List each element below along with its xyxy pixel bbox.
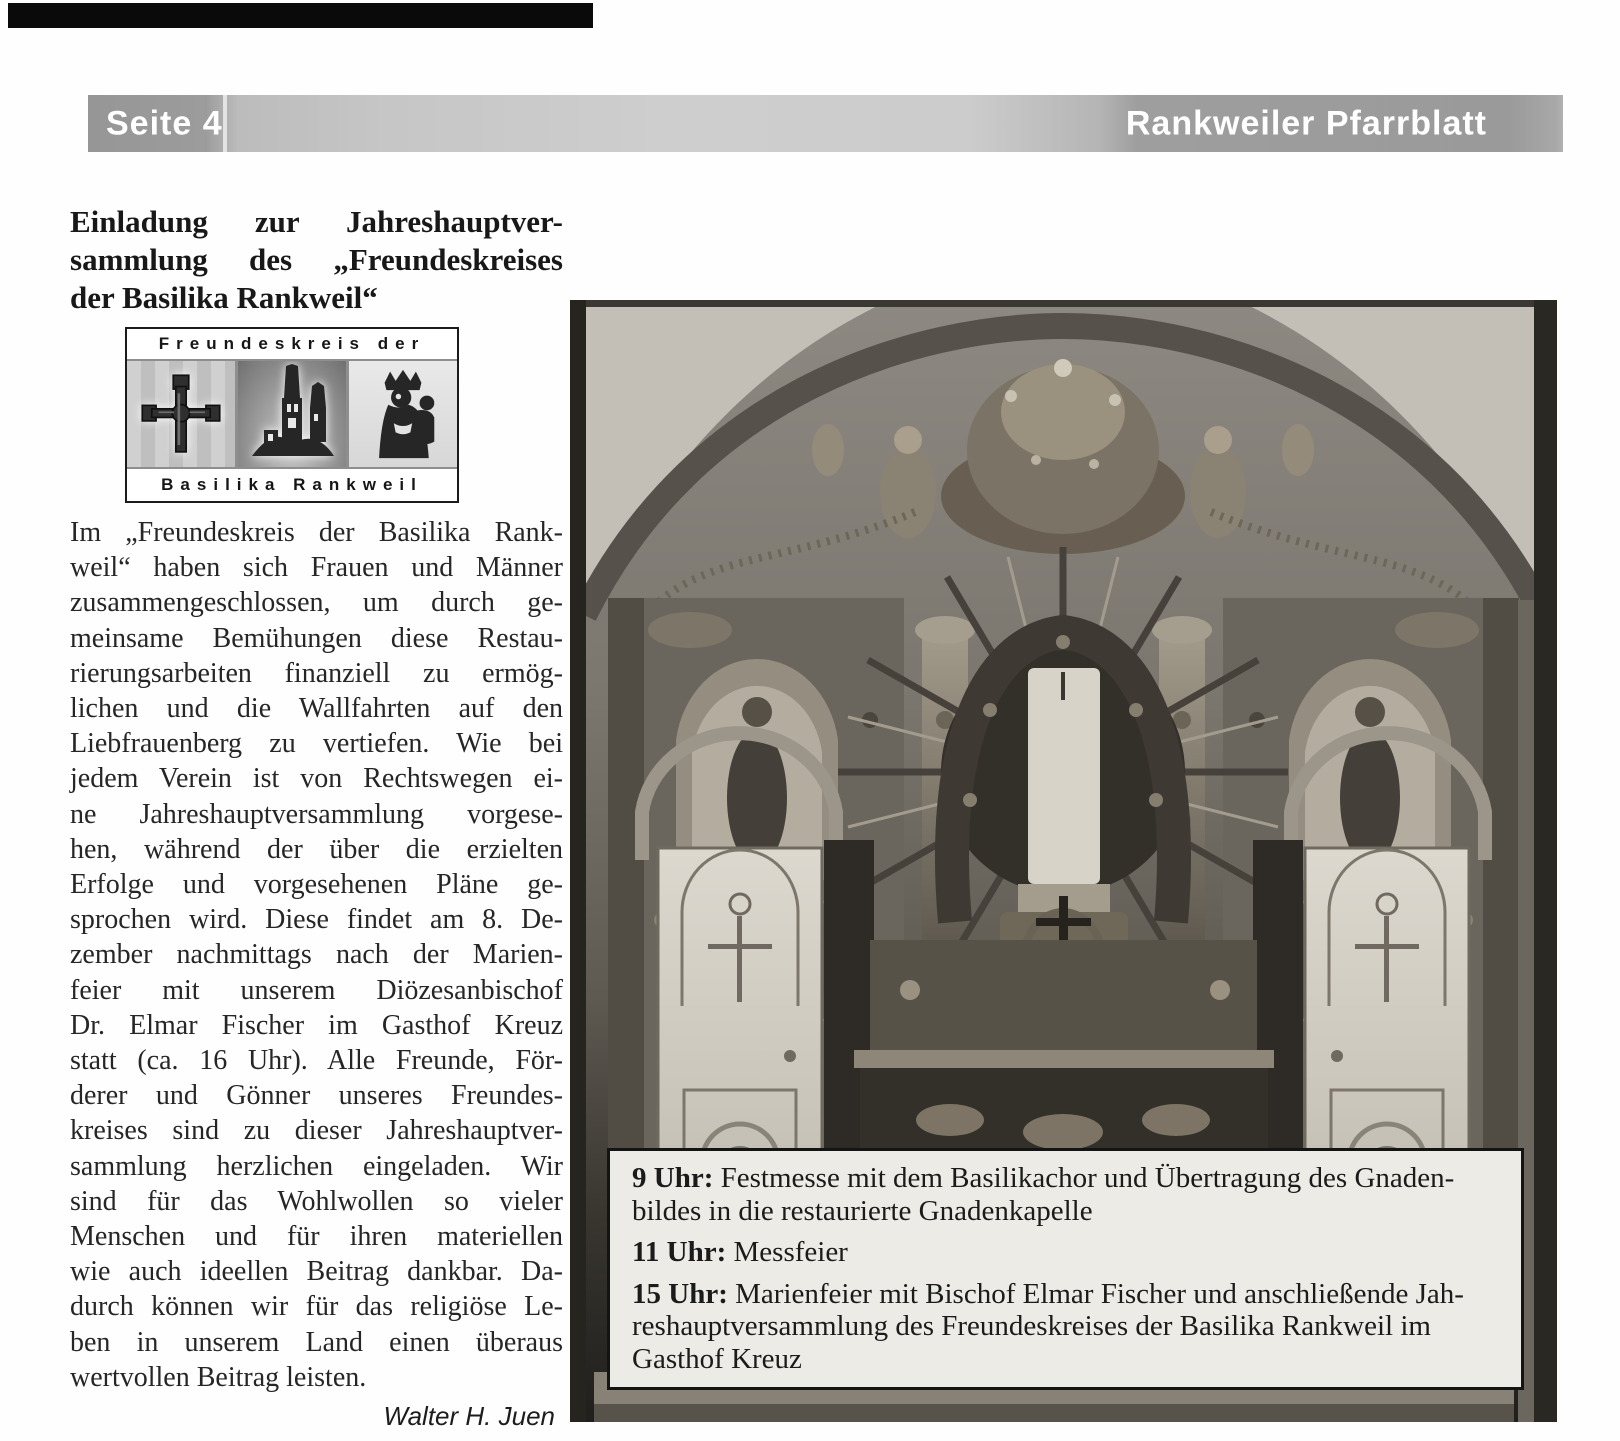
schedule-line: reshauptversammlung des Freundeskreises der Basilika Rankweil im [632, 1310, 1431, 1342]
schedule-box [607, 1148, 1524, 1390]
article-body [70, 515, 563, 1395]
schedule-time: 9 Uhr: [632, 1162, 714, 1194]
heading-line: der Basilika Rankweil“ [70, 280, 378, 315]
schedule-text: Festmesse mit dem Basilikachor und Übertragung des Gnaden- [720, 1162, 1455, 1194]
freundeskreis-logo [125, 327, 459, 503]
body-line: sammlung herzlichen eingeladen. Wir [70, 1150, 563, 1182]
schedule-line [632, 1236, 1499, 1269]
schedule-line: Gasthof Kreuz [632, 1342, 802, 1375]
body-line: Menschen und für ihren materiellen [70, 1221, 563, 1253]
body-line: lichen und die Wallfahrten auf den [70, 693, 563, 725]
newsletter-title: Rankweiler Pfarrblatt [1125, 104, 1487, 142]
schedule-time: 15 Uhr: [632, 1277, 728, 1310]
schedule-line: bildes in die restaurierte Gnadenkapelle [632, 1194, 1093, 1227]
body-line: rierungsarbeiten finanziell zu ermög- [70, 657, 563, 689]
scan-edge-artifact [8, 3, 593, 28]
body-line: derer und Gönner unseres Freundes- [70, 1080, 563, 1112]
body-line: Dr. Elmar Fischer im Gasthof Kreuz [70, 1009, 563, 1041]
body-line: feier mit unserem Diözesanbischof [70, 974, 563, 1006]
madonna-icon [349, 361, 457, 467]
body-line: ne Jahreshauptversammlung vorgese- [70, 798, 563, 830]
schedule-entry [632, 1236, 1499, 1269]
schedule-line [632, 1278, 1499, 1311]
body-line: Im „Freundeskreis der Basilika Rank- [70, 517, 563, 548]
body-line: hen, während der über die erzielten [70, 833, 563, 865]
body-line: ben in unserem Land einen überaus [70, 1326, 563, 1358]
schedule-entry [632, 1278, 1499, 1376]
schedule-time: 11 Uhr: [632, 1236, 727, 1268]
body-line: zusammengeschlossen, um durch ge- [70, 587, 563, 619]
schedule-text: Messfeier [733, 1236, 848, 1268]
page-number-label: Seite 4 [106, 104, 223, 142]
body-line: statt (ca. 16 Uhr). Alle Freunde, För- [70, 1045, 563, 1077]
body-line: durch können wir für das religiöse Le- [70, 1291, 563, 1323]
schedule-text: Marienfeier mit Bischof Elmar Fischer und anschließende Jah- [735, 1277, 1464, 1310]
body-line: sind für das Wohlwollen so vieler [70, 1185, 563, 1217]
body-line: weil“ haben sich Frauen und Männer [70, 552, 563, 584]
cross-icon [127, 361, 235, 467]
schedule-line [632, 1162, 1499, 1195]
article-column [70, 203, 563, 1432]
author-signature: Walter H. Juen [383, 1401, 555, 1432]
body-line: sprochen wird. Diese findet am 8. De- [70, 904, 563, 936]
heading-line: Einladung zur Jahreshauptver- [70, 204, 563, 239]
body-line: kreises sind zu dieser Jahreshauptver- [70, 1115, 563, 1147]
body-line: Liebfrauenberg zu vertiefen. Wie bei [70, 728, 563, 760]
schedule-entry [632, 1162, 1499, 1227]
heading-line: sammlung des „Freundeskreises [70, 242, 563, 277]
church-icon [238, 361, 346, 467]
article-heading [70, 203, 563, 317]
body-line: zember nachmittags nach der Marien- [70, 939, 563, 971]
body-line: wertvollen Beitrag leisten. [70, 1361, 367, 1393]
body-line: jedem Verein ist von Rechtswegen ei- [70, 763, 563, 795]
logo-top-text: Freundeskreis der [158, 334, 426, 353]
logo-bottom-text: Basilika Rankweil [161, 475, 423, 494]
logo-panels [127, 359, 457, 469]
body-line: meinsame Bemühungen diese Restau- [70, 622, 563, 654]
page-header-bar [88, 95, 1563, 152]
header-divider [223, 95, 227, 152]
body-line: wie auch ideellen Beitrag dankbar. Da- [70, 1256, 563, 1288]
body-line: Erfolge und vorgesehenen Pläne ge- [70, 869, 563, 901]
